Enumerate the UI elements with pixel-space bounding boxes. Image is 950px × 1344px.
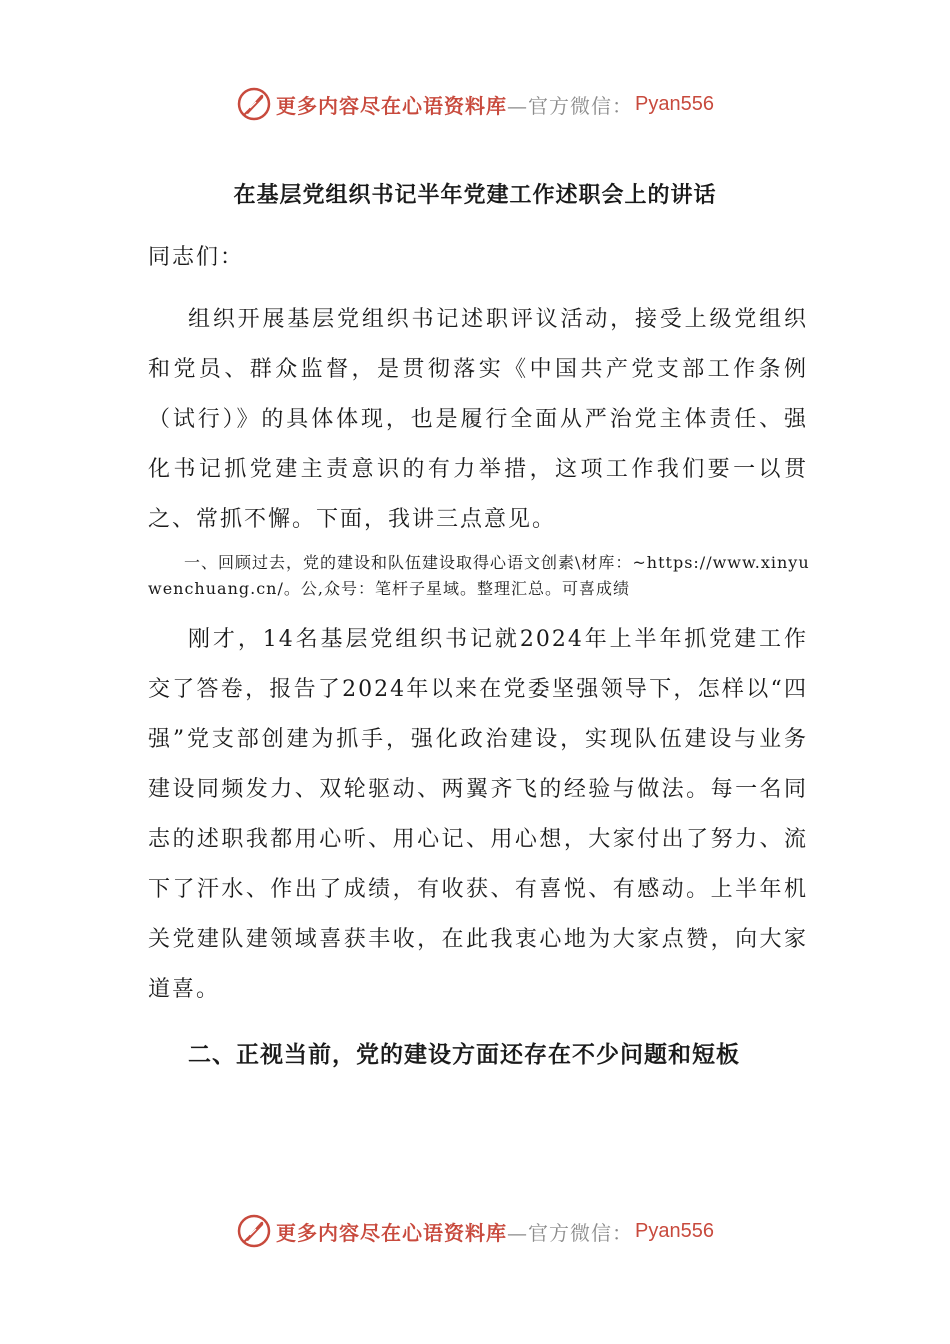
watermark-official-label: —官方微信： <box>507 93 634 118</box>
watermark-wechat-id: Pyan556 <box>635 1219 714 1242</box>
quill-logo-icon <box>236 1213 272 1249</box>
section-heading-2: 二、正视当前，党的建设方面还存在不少问题和短板 <box>188 1041 740 1068</box>
paragraph-intro: 组织开展基层党组织书记述职评议活动，接受上级党组织和党员、群众监督，是贯彻落实《中国共产党支部工作条例（试行）》的具体体现，也是履行全面从严治党主体责任、强化书记抓党建主责意识的有力举措，这项工作我们要一以贯之、常抓不懈。下面，我讲三点意见。 <box>148 307 808 532</box>
watermark-wechat-id: Pyan556 <box>635 92 714 115</box>
header-watermark <box>0 84 950 124</box>
watermark-official-label: —官方微信： <box>507 1220 634 1245</box>
paragraph-review: 刚才，14名基层党组织书记就2024年上半年抓党建工作交了答卷，报告了2024年以来在党委坚强领导下，怎样以“四强”党支部创建为抓手，强化政治建设，实现队伍建设与业务建设同频发力、双轮驱动、两翼齐飞的经验与做法。每一名同志的述职我都用心听、用心记、用心想，大家付出了努力、流下了汗水、作出了成绩，有收获、有喜悦、有感动。上半年机关党建队建领域喜获丰收，在此我衷心地为大家点赞，向大家道喜。 <box>148 627 808 1002</box>
watermark-site-text: 更多内容尽在心语资料库 <box>276 1220 508 1245</box>
quill-logo-icon <box>236 86 272 122</box>
document-title: 在基层党组织书记半年党建工作述职会上的讲话 <box>233 182 717 208</box>
section-heading-1: 一、回顾过去，党的建设和队伍建设取得心语文创素\材库：~https://www.xinyuwenchuang.cn/。公,众号：笔杆子星域。整理汇总。可喜成绩 <box>148 553 810 598</box>
footer-watermark <box>0 1211 950 1251</box>
watermark-site-text: 更多内容尽在心语资料库 <box>276 93 508 118</box>
greeting: 同志们： <box>148 245 245 270</box>
